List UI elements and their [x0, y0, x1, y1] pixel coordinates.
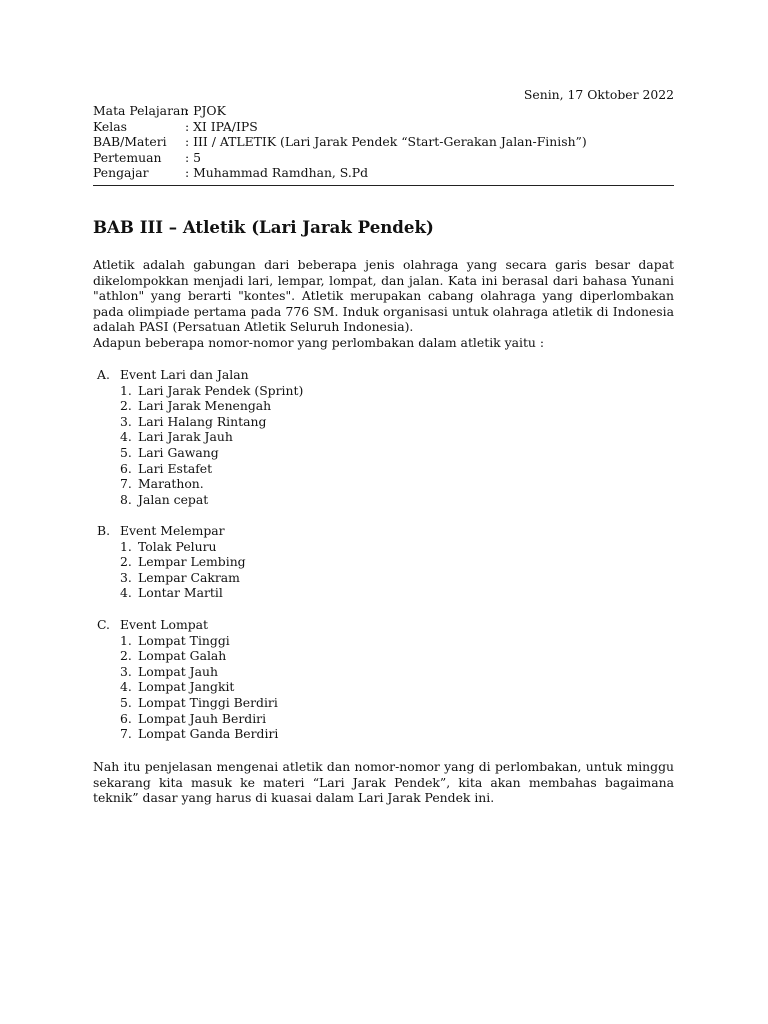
list-item	[97, 679, 657, 695]
event-group-running	[97, 367, 657, 507]
meta-value: : Muhammad Ramdhan, S.Pd	[185, 165, 369, 181]
closing-text: Nah itu penjelasan mengenai atletik dan nomor-nomor yang di perlombakan, untuk minggu sekarang kita masuk ke materi “Lari Jarak Pendek”, kita akan membahas bagaimana teknik” dasar yang harus di kuasai dalam Lari Jarak Pendek ini.	[93, 759, 674, 806]
group-letter: A.	[97, 367, 110, 382]
item-text: Jalan cepat	[138, 491, 209, 507]
item-text: Lari Halang Rintang	[138, 413, 267, 429]
item-text: Lempar Cakram	[138, 569, 240, 585]
item-text: Lari Jarak Jauh	[138, 429, 233, 445]
meta-label: Pengajar	[93, 165, 149, 181]
item-number: 1.	[120, 538, 132, 554]
meta-label: Mata Pelajaran	[93, 103, 189, 118]
list-item	[97, 476, 657, 492]
item-text: Lari Gawang	[138, 444, 219, 460]
meta-value: : 5	[185, 149, 201, 165]
meta-label: BAB/Materi	[93, 134, 167, 150]
item-number: 1.	[120, 382, 132, 398]
item-text: Lempar Lembing	[138, 554, 246, 570]
item-text: Marathon.	[138, 476, 204, 492]
list-item	[97, 398, 657, 414]
event-group-jumping	[97, 617, 657, 742]
item-number: 8.	[120, 491, 132, 507]
item-text: Lari Estafet	[138, 460, 213, 476]
list-item	[97, 383, 657, 399]
meta-row-subject	[93, 103, 674, 119]
list-item	[97, 726, 657, 742]
list-item	[97, 445, 657, 461]
meta-row-chapter	[93, 134, 674, 150]
item-number: 6.	[120, 460, 132, 476]
item-text: Lontar Martil	[138, 585, 223, 601]
item-text: Lompat Tinggi Berdiri	[138, 694, 278, 710]
list-item	[97, 570, 657, 586]
meta-label: Pertemuan	[93, 149, 162, 165]
group-title: Event Melempar	[120, 523, 225, 538]
meta-value: : III / ATLETIK (Lari Jarak Pendek “Start-Gerakan Jalan-Finish”)	[185, 134, 587, 150]
list-item	[97, 633, 657, 649]
item-number: 1.	[120, 632, 132, 648]
intro-text: Atletik adalah gabungan dari beberapa jenis olahraga yang secara garis besar dapat dikelompokkan menjadi lari, lempar, lompat, dan jalan. Kata ini berasal dari bahasa Yunani "athlon" yang berarti "kontes". Atletik merupakan cabang olahraga yang diperlombakan pada olimpiade pertama pada 776 SM. Induk organisasi untuk olahraga atletik di Indonesia adalah PASI (Persatuan Atletik Seluruh Indonesia).	[93, 257, 674, 335]
group-title: Event Lari dan Jalan	[120, 367, 249, 382]
item-number: 4.	[120, 429, 132, 445]
item-number: 2.	[120, 398, 132, 414]
list-item	[97, 429, 657, 445]
list-item	[97, 539, 657, 555]
list-item	[97, 585, 657, 601]
item-text: Lompat Tinggi	[138, 632, 230, 648]
item-text: Lompat Galah	[138, 648, 227, 664]
group-letter: B.	[97, 523, 111, 538]
item-number: 4.	[120, 679, 132, 695]
item-number: 7.	[120, 726, 132, 742]
item-number: 2.	[120, 554, 132, 570]
meta-row-teacher	[93, 165, 674, 181]
list-item	[97, 664, 657, 680]
meta-value: : PJOK	[185, 103, 226, 118]
event-list	[97, 539, 657, 601]
meta-value: : XI IPA/IPS	[185, 118, 258, 134]
item-text: Lompat Jangkit	[138, 679, 235, 695]
list-item	[97, 695, 657, 711]
item-number: 4.	[120, 585, 132, 601]
item-text: Lompat Jauh Berdiri	[138, 710, 267, 726]
item-text: Tolak Peluru	[138, 538, 217, 554]
event-list	[97, 633, 657, 742]
meta-row-meeting	[93, 150, 674, 166]
item-text: Lari Jarak Pendek (Sprint)	[138, 382, 304, 398]
event-group-throwing	[97, 523, 657, 601]
group-letter: C.	[97, 617, 110, 632]
header-divider	[93, 185, 674, 186]
meta-row-class	[93, 119, 674, 135]
item-number: 3.	[120, 569, 132, 585]
meta-label: Kelas	[93, 118, 127, 134]
item-text: Lompat Jauh	[138, 663, 218, 679]
list-item	[97, 648, 657, 664]
item-number: 3.	[120, 663, 132, 679]
item-text: Lompat Ganda Berdiri	[138, 726, 279, 742]
list-item	[97, 492, 657, 508]
list-item	[97, 711, 657, 727]
event-list	[97, 383, 657, 508]
group-heading	[97, 367, 657, 383]
lesson-info	[93, 103, 674, 181]
item-number: 5.	[120, 694, 132, 710]
list-lead-text: Adapun beberapa nomor-nomor yang perlombakan dalam atletik yaitu :	[93, 335, 545, 350]
list-item	[97, 414, 657, 430]
intro-paragraph	[93, 257, 674, 335]
list-item	[97, 554, 657, 570]
group-title: Event Lompat	[120, 617, 209, 632]
item-number: 7.	[120, 476, 132, 492]
item-number: 6.	[120, 710, 132, 726]
item-number: 5.	[120, 444, 132, 460]
closing-paragraph	[93, 759, 674, 806]
chapter-title: BAB III – Atletik (Lari Jarak Pendek)	[93, 217, 434, 237]
group-heading	[97, 617, 657, 633]
item-text: Lari Jarak Menengah	[138, 398, 272, 414]
document-date: Senin, 17 Oktober 2022	[523, 87, 674, 102]
item-number: 2.	[120, 648, 132, 664]
item-number: 3.	[120, 413, 132, 429]
group-heading	[97, 523, 657, 539]
list-item	[97, 461, 657, 477]
